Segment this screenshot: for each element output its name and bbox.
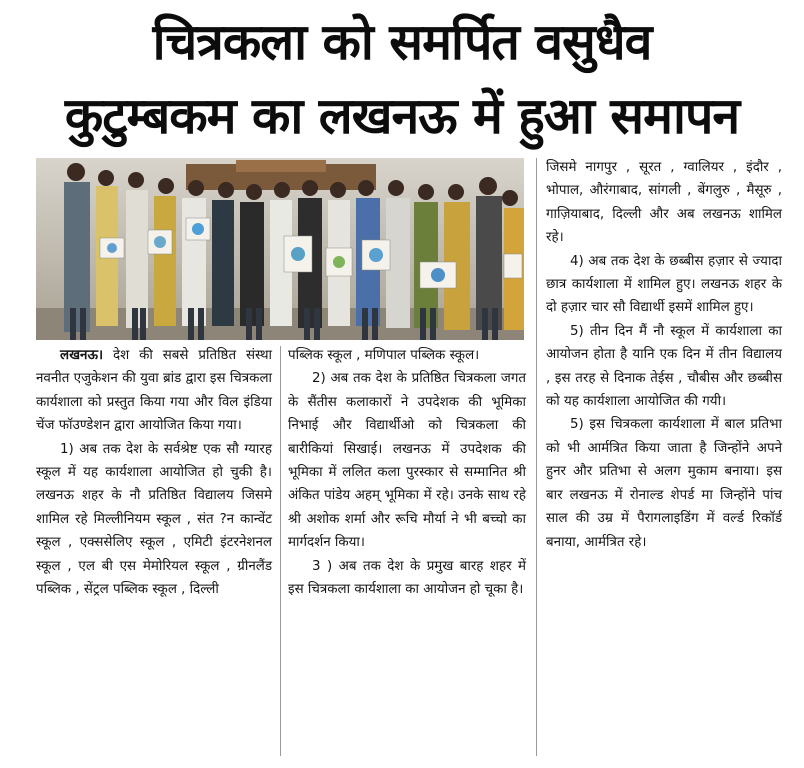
headline-line-2: कुटुम्बकम का लखनऊ में हुआ समापन (64, 87, 740, 145)
article-column-1 (36, 344, 272, 601)
intro-paragraph (36, 344, 272, 438)
article-column-3 (546, 156, 782, 554)
dateline: लखनऊ। (60, 348, 104, 363)
column-divider (536, 158, 537, 756)
group-photo (36, 158, 524, 340)
paragraph-4: 4) अब तक देश के छब्बीस हज़ार से ज्यादा छात्र कार्यशाला में शामिल हुए। लखनऊ शहर के दो हज़ार चार सौ विद्यार्थी इसमें शामिल हुए। (546, 253, 782, 316)
paragraph-3-continued: जिसमे नागपुर , सूरत , ग्वालियर , इंदौर , भोपाल, औरंगाबाद, सांगली , बेंगलुरु , मैसूरु , गाज़ियाबाद, दिल्ली और अब लखनऊ शामिल रहे। (546, 160, 782, 246)
article-column-2 (288, 344, 526, 601)
paragraph-3: 3 ) अब तक देश के प्रमुख बारह शहर में इस चित्रकला कार्यशाला का आयोजन हो चूका है। (288, 558, 526, 598)
paragraph-1: 1) अब तक देश के सर्वश्रेष्ट एक सौ ग्यारह स्कूल में यह कार्यशाला आयोजित हो चुकी है। लखनऊ शहर के नौ प्रतिष्ठित विद्यालय जिसमे शामिल रहे मिल्लीनियम स्कूल , संत ?न कान्वेंट स्कूल , एक्ससेलिए स्कूल , एमिटी इंटरनेशनल स्कूल , एल बी एस मेमोरियल स्कूल , ग्रीनलैंड पब्लिक , सेंट्रल पब्लिक स्कूल , दिल्ली (36, 441, 272, 598)
paragraph-2: 2) अब तक देश के प्रतिष्ठित चित्रकला जगत के सैंतीस कलाकारों ने उपदेशक की भूमिका निभाई और विद्यार्थीओ को चित्रकला की बारीकियां सिखाई। लखनऊ में उपदेशक की भूमिका में ललित कला पुरस्कार से सम्मानित श्री अंकित पांडेय अहम् भूमिका में रहे। उनके साथ रहे श्री अशोक शर्मा और रूचि मौर्या ने भी बच्चो का मार्गदर्शन किया। (288, 371, 526, 551)
group-photo-icon (36, 158, 524, 340)
paragraph-1-continued: पब्लिक स्कूल , मणिपाल पब्लिक स्कूल। (288, 348, 480, 363)
paragraph-6: 5) इस चित्रकला कार्यशाला में बाल प्रतिभा को भी आर्मत्रित किया जाता है जिन्होंने अपने हुनर और प्रतिभा से अलग मुकाम बनाया। इस बार लखनऊ में रोनाल्ड शेपर्ड मा जिन्होंने पांच साल की उम्र में पैरागलाइडिंग में वर्ल्ड रिकॉर्ड बनाया, आर्मत्रित रहे। (546, 417, 782, 550)
intro-text: देश की सबसे प्रतिष्ठित संस्था नवनीत एजुकेशन की युवा ब्रांड द्वारा इस चित्रकला कार्यशाला को प्रस्तुत किया गया और विल इंडिया चेंज फॉउण्डेशन द्वारा आयोजित किया गया। (36, 348, 273, 434)
column-divider (280, 346, 281, 756)
headline-line-1: चित्रकला को समर्पित वसुधैव (152, 13, 652, 71)
paragraph-5: 5) तीन दिन मैं नौ स्कूल में कार्यशाला का आयोजन होता है यानि एक दिन में तीन विद्यालय , इस तरह से दिनाक तेईस , चौबीस और छब्बीस को यह कार्यशाला आयोजित की गयी। (546, 323, 782, 410)
